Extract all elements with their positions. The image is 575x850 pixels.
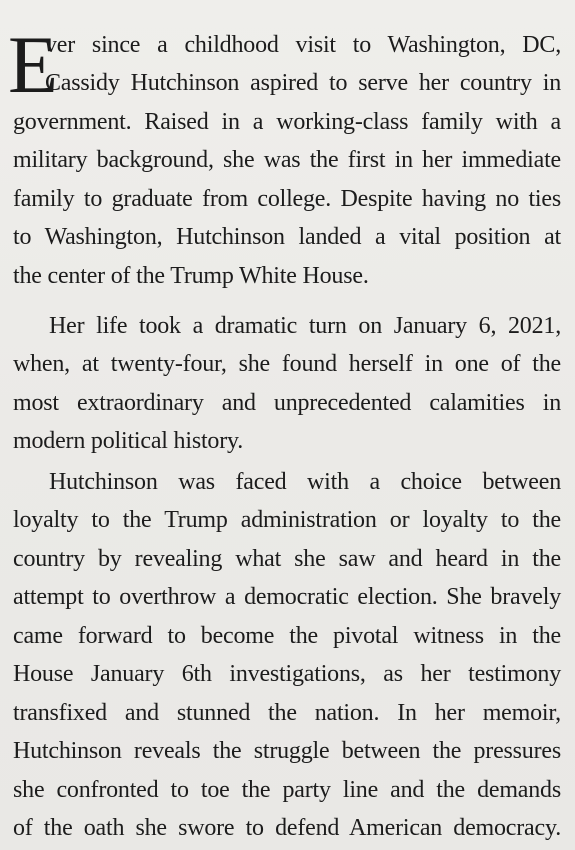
text-line: country by revealing what she saw and heard in the [13,546,561,572]
text-line: Cassidy Hutchinson aspired to serve her country in [45,70,561,96]
text-line: government. Raised in a working-class family with a [13,109,561,135]
text-line: Hutchinson reveals the struggle between the pressures [13,738,561,764]
text-line: Her life took a dramatic turn on January 6, 2021, [49,313,561,339]
text-line: when, at twenty-four, she found herself in one of the [13,351,561,377]
text-line: to Washington, Hutchinson landed a vital position at [13,224,561,250]
text-line: modern political history. [13,428,244,454]
text-line: she confronted to toe the party line and the demands [13,777,561,803]
text-line: House January 6th investigations, as her testimony [13,661,561,687]
text-line: came forward to become the pivotal witness in the [13,623,561,649]
drop-cap: E [8,19,59,110]
text-line: Hutchinson was faced with a choice between [49,469,561,495]
text-line: most extraordinary and unprecedented calamities in [13,390,561,416]
text-line: ver since a childhood visit to Washington, DC, [45,32,561,58]
text-line: transfixed and stunned the nation. In her memoir, [13,700,561,726]
text-line: loyalty to the Trump administration or loyalty to the [13,507,561,533]
text-line: of the oath she swore to defend American democracy. [13,815,561,841]
text-line: attempt to overthrow a democratic election. She bravely [13,584,561,610]
text-line: the center of the Trump White House. [13,263,369,289]
text-line: military background, she was the first in her immediate [13,147,561,173]
text-line: family to graduate from college. Despite having no ties [13,186,561,212]
